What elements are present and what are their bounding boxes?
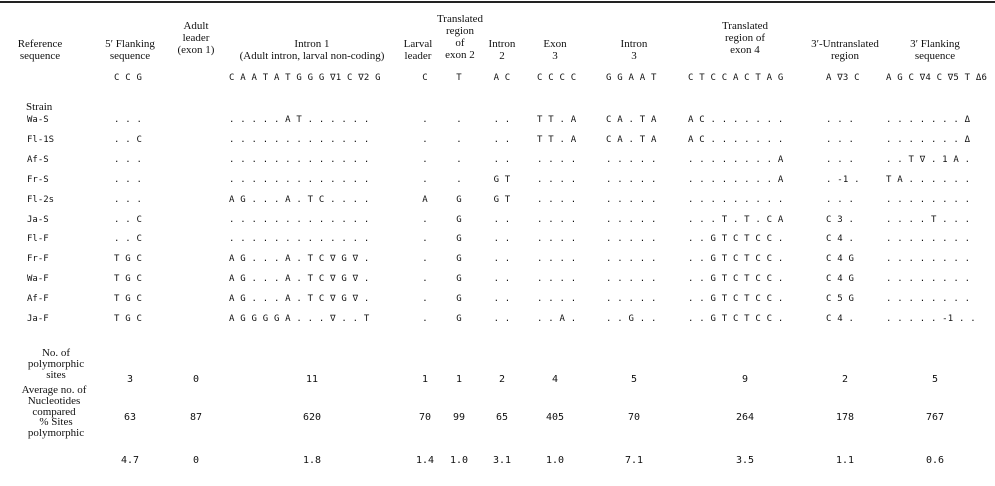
strain-cell-exon-3: . . . . bbox=[537, 194, 577, 205]
reference-exon-2: T bbox=[456, 73, 462, 83]
strain-cell-five-flanking: . . C bbox=[114, 234, 143, 245]
polymorphic-count: 1 bbox=[455, 374, 463, 385]
nucleotides-count: 178 bbox=[835, 412, 855, 423]
strain-cell-larval-leader: . bbox=[422, 314, 428, 324]
polymorphic-count: 11 bbox=[305, 374, 319, 385]
strain-name: Af-S bbox=[27, 154, 49, 165]
strain-cell-intron-2: . . bbox=[493, 214, 511, 225]
strain-cell-exon-4: . . G T C T C C . bbox=[688, 314, 784, 324]
strain-cell-exon-3: . . . . bbox=[537, 174, 577, 185]
strain-cell-three-untranslated: C 4 . bbox=[826, 234, 855, 245]
exon-2-translated-header: Translated region of exon 2 bbox=[436, 13, 484, 61]
polymorphic-count: 2 bbox=[498, 374, 506, 385]
strain-label: Strain bbox=[26, 101, 53, 113]
strain-cell-three-flanking: . . T ∇ . 1 A . bbox=[886, 154, 971, 165]
nucleotides-count: 620 bbox=[302, 412, 322, 423]
strain-cell-three-flanking: . . . . . . . Δ bbox=[886, 115, 971, 125]
percent-value: 4.7 bbox=[120, 455, 140, 466]
reference-exon-4: C T C C A C T A G bbox=[688, 73, 784, 83]
strain-cell-three-untranslated: C 5 G bbox=[826, 294, 855, 305]
strain-cell-exon-2: . bbox=[456, 115, 462, 125]
strain-cell-three-untranslated: . . . bbox=[826, 194, 855, 205]
intron-1-header: Intron 1 (Adult intron, larval non-coding) bbox=[239, 38, 385, 62]
percent-value: 0.6 bbox=[925, 455, 945, 466]
intron-2-header: Intron 2 bbox=[488, 38, 516, 62]
strain-cell-five-flanking: T G C bbox=[114, 254, 143, 265]
strain-cell-larval-leader: . bbox=[422, 134, 428, 145]
nucleotides-count: 767 bbox=[925, 412, 945, 423]
strain-cell-intron-3: C A . T A bbox=[606, 115, 657, 125]
strain-name: Ja-S bbox=[27, 214, 49, 225]
table-top-rule bbox=[0, 1, 995, 3]
strain-cell-exon-3: . . . . bbox=[537, 234, 577, 245]
strain-cell-intron-2: G T bbox=[493, 174, 511, 185]
strain-cell-intron-2: G T bbox=[493, 194, 511, 205]
nucleotides-count: 87 bbox=[189, 412, 203, 423]
strain-cell-intron-1: . . . . . A T . . . . . . bbox=[229, 115, 370, 125]
strain-cell-three-untranslated: . . . bbox=[826, 134, 855, 145]
strain-cell-exon-2: . bbox=[456, 134, 462, 145]
strain-cell-exon-4: . . . . . . . . A bbox=[688, 174, 784, 185]
adult-leader-header: Adult leader (exon 1) bbox=[177, 20, 215, 56]
reference-intron-1: C A A T A T G G G ∇1 C ∇2 G bbox=[229, 73, 381, 83]
strain-cell-intron-2: . . bbox=[493, 274, 511, 285]
strain-cell-intron-3: . . . . . bbox=[606, 214, 657, 225]
strain-cell-larval-leader: A bbox=[422, 194, 428, 205]
polymorphic-count: 9 bbox=[741, 374, 749, 385]
strain-cell-exon-2: G bbox=[456, 274, 462, 285]
reference-exon-3: C C C C bbox=[537, 73, 577, 83]
reference-three-untranslated: A ∇3 C bbox=[826, 73, 860, 83]
strain-cell-intron-3: . . . . . bbox=[606, 294, 657, 305]
exon-4-translated-header: Translated region of exon 4 bbox=[721, 20, 769, 56]
percent-value: 0 bbox=[192, 455, 200, 466]
polymorphic-count: 0 bbox=[192, 374, 200, 385]
strain-cell-intron-1: . . . . . . . . . . . . . bbox=[229, 154, 370, 165]
strain-cell-larval-leader: . bbox=[422, 154, 428, 165]
strain-cell-exon-3: . . . . bbox=[537, 294, 577, 305]
reference-five-flanking: C C G bbox=[114, 73, 143, 83]
three-flanking-header: 3′ Flanking sequence bbox=[910, 38, 960, 62]
strain-cell-intron-3: . . . . . bbox=[606, 194, 657, 205]
percent-value: 3.1 bbox=[492, 455, 512, 466]
strain-cell-three-untranslated: . . . bbox=[826, 154, 855, 165]
strain-cell-five-flanking: T G C bbox=[114, 274, 143, 285]
reference-intron-2: A C bbox=[493, 73, 511, 83]
polymorphic-count: 3 bbox=[126, 374, 134, 385]
strain-cell-intron-3: . . G . . bbox=[606, 314, 657, 324]
strain-cell-five-flanking: . . . bbox=[114, 194, 143, 205]
strain-cell-intron-2: . . bbox=[493, 234, 511, 245]
strain-cell-three-flanking: . . . . . . . . bbox=[886, 234, 971, 245]
percent-value: 1.0 bbox=[449, 455, 469, 466]
strain-name: Fr-S bbox=[27, 174, 49, 185]
strain-cell-intron-1: A G . . . A . T C ∇ G ∇ . bbox=[229, 294, 370, 305]
strain-cell-intron-2: . . bbox=[493, 154, 511, 165]
strain-cell-exon-3: . . . . bbox=[537, 254, 577, 265]
percent-polymorphic-label: % Sites polymorphic bbox=[27, 416, 85, 439]
strain-name: Fl-2s bbox=[27, 194, 55, 205]
strain-cell-exon-4: . . G T C T C C . bbox=[688, 294, 784, 305]
strain-cell-intron-1: A G . . . A . T C . . . . bbox=[229, 194, 370, 205]
strain-name: Wa-S bbox=[27, 115, 49, 125]
larval-leader-header: Larval leader bbox=[403, 38, 433, 62]
strain-cell-intron-3: . . . . . bbox=[606, 154, 657, 165]
strain-cell-larval-leader: . bbox=[422, 254, 428, 265]
strain-cell-larval-leader: . bbox=[422, 174, 428, 185]
strain-cell-exon-4: . . . . . . . . . bbox=[688, 194, 784, 205]
strain-cell-three-flanking: T A . . . . . . bbox=[886, 174, 971, 185]
strain-cell-intron-1: . . . . . . . . . . . . . bbox=[229, 174, 370, 185]
strain-cell-three-flanking: . . . . . . . . bbox=[886, 194, 971, 205]
strain-cell-exon-3: . . . . bbox=[537, 214, 577, 225]
nucleotides-compared-label: Average no. of Nucleotides compared bbox=[21, 384, 87, 418]
strain-cell-exon-3: . . . . bbox=[537, 154, 577, 165]
strain-name: Af-F bbox=[27, 294, 49, 305]
percent-value: 1.4 bbox=[415, 455, 435, 466]
strain-cell-exon-2: G bbox=[456, 314, 462, 324]
strain-cell-three-untranslated: . . . bbox=[826, 115, 855, 125]
strain-cell-exon-4: . . G T C T C C . bbox=[688, 274, 784, 285]
strain-cell-exon-3: T T . A bbox=[537, 134, 577, 145]
strain-cell-five-flanking: T G C bbox=[114, 294, 143, 305]
strain-cell-three-untranslated: C 3 . bbox=[826, 214, 855, 225]
strain-cell-exon-4: A C . . . . . . . bbox=[688, 134, 784, 145]
polymorphic-count: 4 bbox=[551, 374, 559, 385]
strain-cell-three-flanking: . . . . T . . . bbox=[886, 214, 971, 225]
strain-cell-intron-3: . . . . . bbox=[606, 234, 657, 245]
reference-three-flanking: A G C ∇4 C ∇5 T Δ6 bbox=[886, 73, 988, 83]
nucleotides-count: 405 bbox=[545, 412, 565, 423]
strain-name: Ja-F bbox=[27, 314, 49, 324]
strain-cell-five-flanking: . . . bbox=[114, 154, 143, 165]
strain-cell-exon-4: . . . T . T . C A bbox=[688, 214, 784, 225]
strain-cell-intron-3: . . . . . bbox=[606, 274, 657, 285]
strain-cell-intron-3: . . . . . bbox=[606, 174, 657, 185]
strain-name: Wa-F bbox=[27, 274, 49, 285]
strain-cell-five-flanking: . . C bbox=[114, 214, 143, 225]
strain-cell-five-flanking: . . . bbox=[114, 174, 143, 185]
nucleotides-count: 264 bbox=[735, 412, 755, 423]
strain-cell-five-flanking: T G C bbox=[114, 314, 143, 324]
strain-cell-exon-2: G bbox=[456, 194, 462, 205]
strain-cell-intron-2: . . bbox=[493, 254, 511, 265]
strain-cell-three-untranslated: . -1 . bbox=[826, 174, 860, 185]
strain-cell-exon-4: . . G T C T C C . bbox=[688, 254, 784, 265]
strain-cell-intron-3: . . . . . bbox=[606, 254, 657, 265]
strain-cell-larval-leader: . bbox=[422, 234, 428, 245]
polymorphic-count: 1 bbox=[421, 374, 429, 385]
strain-cell-exon-2: . bbox=[456, 154, 462, 165]
strain-cell-exon-4: . . . . . . . . A bbox=[688, 154, 784, 165]
strain-cell-larval-leader: . bbox=[422, 214, 428, 225]
reference-sequence-header: Reference sequence bbox=[17, 38, 63, 62]
polymorphic-count: 5 bbox=[630, 374, 638, 385]
percent-value: 1.8 bbox=[302, 455, 322, 466]
strain-name: Fl-F bbox=[27, 234, 49, 245]
strain-cell-three-flanking: . . . . . -1 . . bbox=[886, 314, 976, 324]
strain-cell-intron-1: A G . . . A . T C ∇ G ∇ . bbox=[229, 254, 370, 265]
percent-value: 3.5 bbox=[735, 455, 755, 466]
strain-cell-exon-4: A C . . . . . . . bbox=[688, 115, 784, 125]
strain-cell-intron-2: . . bbox=[493, 294, 511, 305]
strain-cell-five-flanking: . . C bbox=[114, 134, 143, 145]
strain-cell-intron-3: C A . T A bbox=[606, 134, 657, 145]
percent-value: 7.1 bbox=[624, 455, 644, 466]
strain-cell-intron-2: . . bbox=[493, 115, 511, 125]
strain-cell-exon-3: T T . A bbox=[537, 115, 577, 125]
strain-cell-three-untranslated: C 4 G bbox=[826, 254, 855, 265]
strain-cell-larval-leader: . bbox=[422, 274, 428, 285]
strain-cell-intron-2: . . bbox=[493, 134, 511, 145]
three-untranslated-header: 3′-Untranslated region bbox=[811, 38, 879, 62]
strain-cell-intron-2: . . bbox=[493, 314, 511, 324]
strain-cell-intron-1: . . . . . . . . . . . . . bbox=[229, 134, 370, 145]
strain-cell-three-untranslated: C 4 G bbox=[826, 274, 855, 285]
reference-larval-leader: C bbox=[422, 73, 428, 83]
strain-cell-exon-2: . bbox=[456, 174, 462, 185]
nucleotides-count: 70 bbox=[627, 412, 641, 423]
percent-value: 1.1 bbox=[835, 455, 855, 466]
percent-value: 1.0 bbox=[545, 455, 565, 466]
strain-cell-intron-1: A G G G G A . . . ∇ . . T bbox=[229, 314, 370, 324]
strain-cell-exon-2: G bbox=[456, 254, 462, 265]
strain-cell-intron-1: . . . . . . . . . . . . . bbox=[229, 234, 370, 245]
strain-cell-exon-3: . . A . bbox=[537, 314, 577, 324]
nucleotides-count: 63 bbox=[123, 412, 137, 423]
strain-cell-three-flanking: . . . . . . . . bbox=[886, 274, 971, 285]
strain-cell-three-flanking: . . . . . . . . bbox=[886, 254, 971, 265]
strain-name: Fl-1S bbox=[27, 134, 55, 145]
polymorphic-count: 5 bbox=[931, 374, 939, 385]
reference-intron-3: G G A A T bbox=[606, 73, 657, 83]
strain-cell-larval-leader: . bbox=[422, 115, 428, 125]
strain-cell-exon-2: G bbox=[456, 214, 462, 225]
strain-name: Fr-F bbox=[27, 254, 49, 265]
polymorphic-count: 2 bbox=[841, 374, 849, 385]
strain-cell-exon-2: G bbox=[456, 234, 462, 245]
nucleotides-count: 99 bbox=[452, 412, 466, 423]
strain-cell-exon-4: . . G T C T C C . bbox=[688, 234, 784, 245]
strain-cell-intron-1: . . . . . . . . . . . . . bbox=[229, 214, 370, 225]
five-flanking-header: 5′ Flanking sequence bbox=[105, 38, 155, 62]
strain-cell-larval-leader: . bbox=[422, 294, 428, 305]
nucleotides-count: 70 bbox=[418, 412, 432, 423]
polymorphic-sites-label: No. of polymorphic sites bbox=[27, 347, 85, 381]
strain-cell-intron-1: A G . . . A . T C ∇ G ∇ . bbox=[229, 274, 370, 285]
intron-3-header: Intron 3 bbox=[620, 38, 648, 62]
strain-cell-three-flanking: . . . . . . . Δ bbox=[886, 134, 971, 145]
strain-cell-three-untranslated: C 4 . bbox=[826, 314, 855, 324]
nucleotides-count: 65 bbox=[495, 412, 509, 423]
strain-cell-three-flanking: . . . . . . . . bbox=[886, 294, 971, 305]
strain-cell-exon-3: . . . . bbox=[537, 274, 577, 285]
exon-3-header: Exon 3 bbox=[543, 38, 567, 62]
strain-cell-exon-2: G bbox=[456, 294, 462, 305]
strain-cell-five-flanking: . . . bbox=[114, 115, 143, 125]
